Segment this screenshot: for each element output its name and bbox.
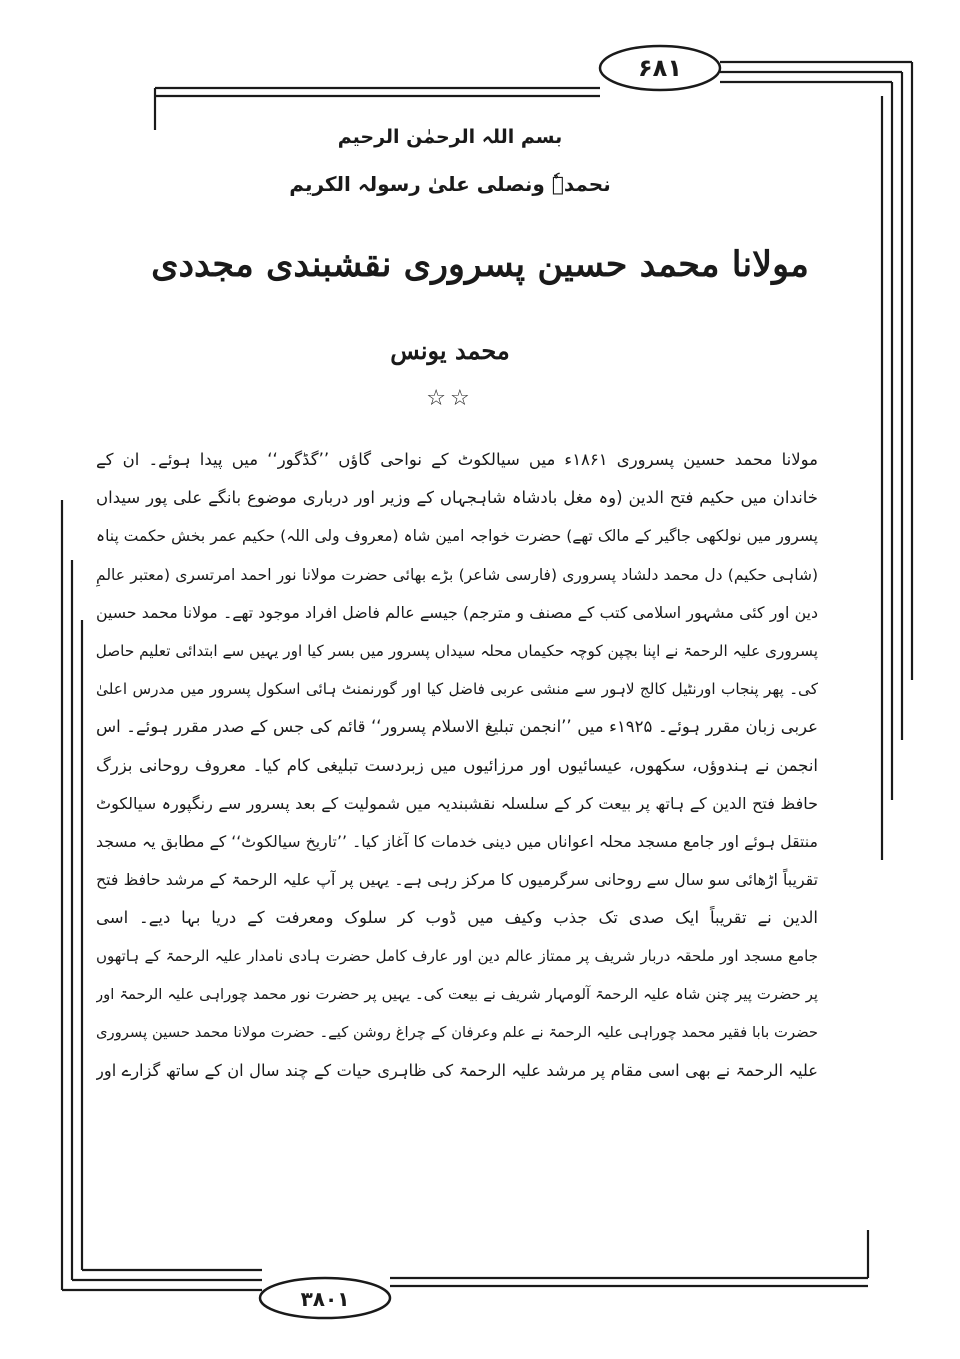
- hamd-heading: نحمدہٗ ونصلی علیٰ رسولہ الکریم: [289, 172, 611, 196]
- article-body: [96, 441, 818, 1090]
- body-line: دین اور کئی مشہور اسلامی کتب کے مصنف و مترجم) جیسے عالم فاضل افراد موجود تھے۔ مولانا محمد حسین: [96, 602, 818, 622]
- bismillah-heading: بسم اللہ الرحمٰن الرحیم: [337, 126, 563, 148]
- body-line: پر حضرت پیر چنن شاہ علیہ الرحمۃ آلومہار شریف نے بیعت کی۔ یہیں پر حضرت نور محمد چوراہی علیہ الرحمۃ اور: [96, 985, 818, 1003]
- body-line: خاندان میں حکیم فتح الدین (وہ مغل بادشاہ شاہجہاں کے وزیر اور درباری موضوع بانگے علی پور سیداں: [96, 488, 818, 508]
- body-line: تقریباً اڑھائی سو سال سے روحانی سرگرمیوں کا مرکز رہی ہے۔ یہیں پر آپ علیہ الرحمۃ کے مرشد حافظ فتح: [96, 870, 818, 890]
- body-line: عربی زبان مقرر ہوئے۔ ۱۹۲۵ء میں ’’انجمن تبلیغ الاسلام پسرور‘‘ قائم کی جس کے صدر مقرر ہوئے۔ اس: [96, 717, 818, 737]
- body-line: مولانا محمد حسین پسروری ۱۸۶۱ء میں سیالکوٹ کے نواحی گاؤں ’’گڈگور‘‘ میں پیدا ہوئے۔ ان کے: [96, 450, 818, 469]
- body-line: حافظ فتح الدین کے ہاتھ پر بیعت کر کے سلسلہ نقشبندیہ میں شمولیت کے بعد پسرور سے رنگپورہ سیالکوٹ: [96, 793, 818, 813]
- author-name: محمد یونس: [390, 336, 510, 365]
- body-line: کی۔ پھر پنجاب اورنٹیل کالج لاہور سے منشی عربی فاضل کیا اور گورنمنٹ ہائی اسکول پسرور میں مدرس اعلیٰ: [96, 680, 818, 699]
- body-line: علیہ الرحمۃ نے بھی اسی مقام پر مرشد علیہ الرحمۃ کی ظاہری حیات کے چند سال ان کے ساتھ گزارے اور: [96, 1061, 818, 1080]
- body-line: منتقل ہوئے اور جامع مسجد محلہ اعواناں میں دینی خدمات کا آغاز کیا۔ ’’تاریخ سیالکوٹ‘‘ کے مطابق یہ مسجد: [96, 831, 818, 851]
- page-number-bottom: ۳۸۰۱: [300, 1287, 350, 1311]
- article-title: مولانا محمد حسین پسروری نقشبندی مجددی: [151, 244, 809, 285]
- body-line: انجمن نے ہندوؤں، سکھوں، عیسائیوں اور مرزائیوں میں زبردست تبلیغی کام کیا۔ معروف روحانی بزرگ: [96, 755, 818, 775]
- body-line: (شاہی حکیم) دل محمد دلشاد پسروری (فارسی شاعر) بڑے بھائی حضرت مولانا نور احمد امرتسری (معتبر عالمِ: [96, 565, 818, 584]
- body-line: پسروری علیہ الرحمۃ نے اپنا بچپن کوچہ حکیماں محلہ سیداں پسرور میں بسر کیا اور یہیں سے ابتدائی تعلیم حاصل: [96, 641, 818, 660]
- body-line: جامع مسجد اور ملحقہ دربار شریف پر ممتاز عالم دین اور عارف کامل حضرت ہادی نامدار علیہ الرحمۃ کے ہاتھوں: [96, 947, 818, 966]
- star-separator: ☆☆: [426, 386, 474, 411]
- body-line: پسرور میں نولکھی جاگیر کے مالک تھے) حضرت خواجہ امین شاہ (معروف ولی اللہ) حکیم عمر بخش حکمت پناہ: [96, 527, 818, 546]
- body-line: الدین نے تقریباً ایک صدی تک جذب وکیف میں ڈوب کر سلوک ومعرفت کے دریا بہا دیے۔ اسی: [96, 908, 818, 928]
- body-line: حضرت بابا فقیر محمد چوراہی علیہ الرحمۃ نے علم وعرفان کے چراغ روشن کیے۔ حضرت مولانا محمد حسین پسروری: [96, 1023, 818, 1041]
- page-number-top: ۶۸۱: [638, 54, 682, 82]
